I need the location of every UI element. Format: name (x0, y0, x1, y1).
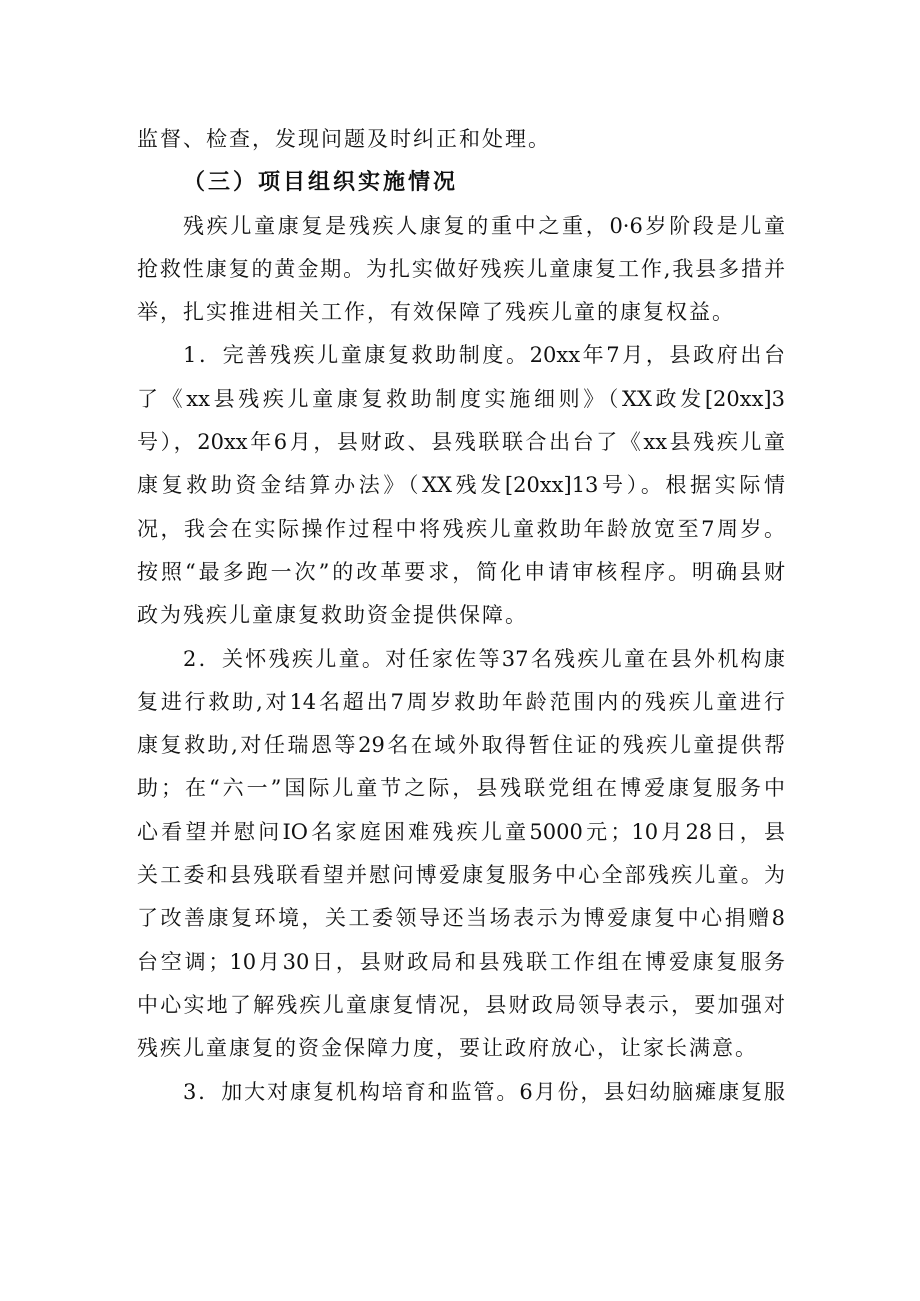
text-line: 康复救助资金结算办法》（XX残发[20xx]13号）。根据实际情 (137, 473, 785, 498)
text-line: 残疾儿童康复的资金保障力度，要让政府放心，让家长满意。 (137, 1036, 758, 1061)
text-line: 关工委和县残联看望并慰问博爱康复服务中心全部残疾儿童。为 (137, 863, 785, 888)
text-line: 监督、检查，发现问题及时纠正和处理。 (137, 127, 551, 151)
document-body (137, 118, 785, 1114)
text-line: 举，扎实推进相关工作，有效保障了残疾儿童的康复权益。 (137, 300, 735, 325)
paragraph-item-1 (137, 334, 785, 637)
section-heading: （三）项目组织实施情况 (183, 170, 459, 196)
text-line: 号），20xx年6月，县财政、县残联联合出台了《xx县残疾儿童 (137, 430, 785, 455)
text-line: 3．加大对康复机构培育和监管。6月份，县妇幼脑瘫康复服 (183, 1079, 785, 1104)
text-line: 2．关怀残疾儿童。对任家佐等37名残疾儿童在县外机构康 (183, 646, 785, 671)
text-line: 了改善康复环境，关工委领导还当场表示为博爱康复中心捐赠8 (137, 906, 785, 931)
text-line: 中心实地了解残疾儿童康复情况，县财政局领导表示，要加强对 (137, 992, 785, 1017)
paragraph-item-2 (137, 638, 785, 1071)
text-line: 康复救助,对任瑞恩等29名在域外取得暂住证的残疾儿童提供帮 (137, 733, 785, 758)
text-line: 台空调；10月30日，县财政局和县残联工作组在博爱康复服务 (137, 949, 785, 974)
paragraph-intro (137, 205, 785, 335)
paragraph-item-3 (137, 1071, 785, 1114)
text-line: 抢救性康复的黄金期。为扎实做好残疾儿童康复工作,我县多措并 (137, 256, 785, 281)
text-line: 助；在“六一”国际儿童节之际，县残联党组在博爱康复服务中 (137, 776, 785, 801)
text-line: 1．完善残疾儿童康复救助制度。20xx年7月，县政府出台 (183, 343, 785, 368)
text-line: 残疾儿童康复是残疾人康复的重中之重，0·6岁阶段是儿童 (183, 213, 785, 238)
text-line: 了《xx县残疾儿童康复救助制度实施细则》（XX政发[20xx]3 (137, 386, 785, 411)
text-line: 复进行救助,对14名超出7周岁救助年龄范围内的残疾儿童进行 (137, 689, 785, 714)
text-line: 况，我会在实际操作过程中将残疾儿童救助年龄放宽至7周岁。 (137, 516, 785, 541)
paragraph-continued (137, 118, 785, 161)
text-line: 按照“最多跑一次”的改革要求，简化申请审核程序。明确县财 (137, 559, 785, 584)
text-line: 心看望并慰问IO名家庭困难残疾儿童5000元；10月28日，县 (137, 819, 785, 844)
text-line: 政为残疾儿童康复救助资金提供保障。 (137, 603, 528, 628)
